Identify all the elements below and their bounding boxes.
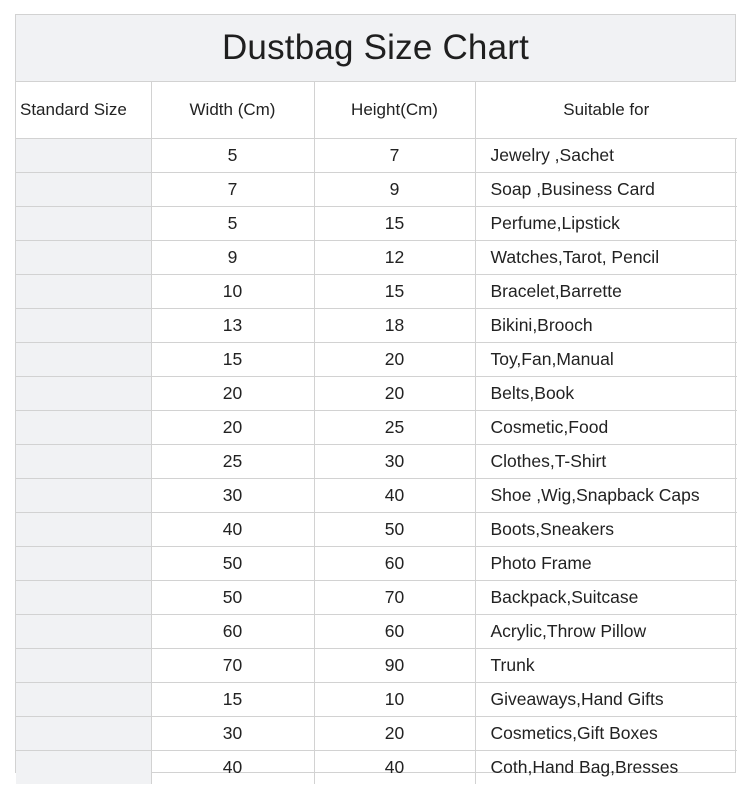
size-table: [16, 82, 737, 784]
suitable-for-cell: Bracelet,Barrette: [475, 275, 737, 309]
suitable-for-cell: Clothes,T-Shirt: [475, 445, 737, 479]
table-row: [16, 309, 737, 343]
width-cell: 20: [151, 377, 314, 411]
column-header-standard-size: Standard Size: [16, 82, 151, 139]
height-cell: 15: [314, 275, 475, 309]
table-row: [16, 717, 737, 751]
width-cell: 13: [151, 309, 314, 343]
width-cell: 50: [151, 547, 314, 581]
height-cell: 10: [314, 683, 475, 717]
table-row: [16, 479, 737, 513]
table-row: [16, 513, 737, 547]
suitable-for-cell: Trunk: [475, 649, 737, 683]
width-cell: 25: [151, 445, 314, 479]
table-row: [16, 139, 737, 173]
suitable-for-cell: Watches,Tarot, Pencil: [475, 241, 737, 275]
suitable-for-cell: Giveaways,Hand Gifts: [475, 683, 737, 717]
height-cell: 18: [314, 309, 475, 343]
standard-size-cell: [16, 275, 151, 309]
standard-size-cell: [16, 343, 151, 377]
standard-size-cell: [16, 309, 151, 343]
suitable-for-cell: Acrylic,Throw Pillow: [475, 615, 737, 649]
column-header-suitable-for: Suitable for: [475, 82, 737, 139]
height-cell: 20: [314, 377, 475, 411]
standard-size-cell: [16, 547, 151, 581]
suitable-for-cell: Shoe ,Wig,Snapback Caps: [475, 479, 737, 513]
column-header-width: Width (Cm): [151, 82, 314, 139]
width-cell: 30: [151, 717, 314, 751]
table-body: [16, 139, 737, 785]
header-row: [16, 82, 737, 139]
height-cell: 60: [314, 615, 475, 649]
standard-size-cell: [16, 411, 151, 445]
width-cell: 60: [151, 615, 314, 649]
width-cell: 70: [151, 649, 314, 683]
table-row: [16, 377, 737, 411]
height-cell: 25: [314, 411, 475, 445]
height-cell: 20: [314, 343, 475, 377]
suitable-for-cell: Boots,Sneakers: [475, 513, 737, 547]
suitable-for-cell: Coth,Hand Bag,Bresses: [490, 757, 679, 777]
height-cell: 40: [314, 751, 475, 785]
width-cell: 40: [151, 751, 314, 785]
standard-size-cell: [16, 513, 151, 547]
width-cell: 30: [151, 479, 314, 513]
width-cell: 5: [151, 207, 314, 241]
table-row: [16, 241, 737, 275]
height-cell: 30: [314, 445, 475, 479]
height-cell: 70: [314, 581, 475, 615]
table-row: [16, 547, 737, 581]
chart-title: Dustbag Size Chart: [221, 28, 530, 67]
table-row: [16, 649, 737, 683]
table-row: [16, 411, 737, 445]
height-cell: 90: [314, 649, 475, 683]
size-chart-card: [15, 14, 736, 777]
table-row: [16, 207, 737, 241]
standard-size-cell: [16, 615, 151, 649]
width-cell: 9: [151, 241, 314, 275]
suitable-for-cell: Perfume,Lipstick: [475, 207, 737, 241]
width-cell: 15: [151, 683, 314, 717]
height-cell: 40: [314, 479, 475, 513]
suitable-for-cell: Soap ,Business Card: [475, 173, 737, 207]
width-cell: 5: [151, 139, 314, 173]
table-row: [16, 275, 737, 309]
standard-size-cell: [16, 479, 151, 513]
standard-size-cell: [16, 377, 151, 411]
standard-size-cell: [16, 139, 151, 173]
height-cell: 20: [314, 717, 475, 751]
suitable-for-cell: Jewelry ,Sachet: [475, 139, 737, 173]
height-cell: 60: [314, 547, 475, 581]
standard-size-cell: [16, 173, 151, 207]
width-cell: 10: [151, 275, 314, 309]
standard-size-cell: [16, 241, 151, 275]
suitable-for-cell: Bikini,Brooch: [475, 309, 737, 343]
standard-size-cell: [16, 751, 151, 785]
standard-size-cell: [16, 207, 151, 241]
suitable-for-cell: Cosmetics,Gift Boxes: [475, 717, 737, 751]
standard-size-cell: [16, 649, 151, 683]
suitable-for-cell: Belts,Book: [475, 377, 737, 411]
height-cell: 12: [314, 241, 475, 275]
table-row: [16, 683, 737, 717]
height-cell: 9: [314, 173, 475, 207]
width-cell: 7: [151, 173, 314, 207]
title-bar: [16, 15, 735, 82]
height-cell: 7: [314, 139, 475, 173]
width-cell: 50: [151, 581, 314, 615]
suitable-for-cell: Backpack,Suitcase: [475, 581, 737, 615]
column-header-height: Height(Cm): [314, 82, 475, 139]
table-row: [16, 615, 737, 649]
height-cell: 15: [314, 207, 475, 241]
table-row: [16, 581, 737, 615]
suitable-for-cell: Cosmetic,Food: [475, 411, 737, 445]
width-cell: 15: [151, 343, 314, 377]
standard-size-cell: [16, 581, 151, 615]
table-row: [16, 445, 737, 479]
width-cell: 40: [151, 513, 314, 547]
suitable-for-cell: Toy,Fan,Manual: [475, 343, 737, 377]
table-row: [16, 343, 737, 377]
table-row: [16, 173, 737, 207]
width-cell: 20: [151, 411, 314, 445]
height-cell: 50: [314, 513, 475, 547]
table-row: [16, 751, 737, 785]
standard-size-cell: [16, 683, 151, 717]
standard-size-cell: [16, 445, 151, 479]
suitable-for-cell: Photo Frame: [475, 547, 737, 581]
standard-size-cell: [16, 717, 151, 751]
